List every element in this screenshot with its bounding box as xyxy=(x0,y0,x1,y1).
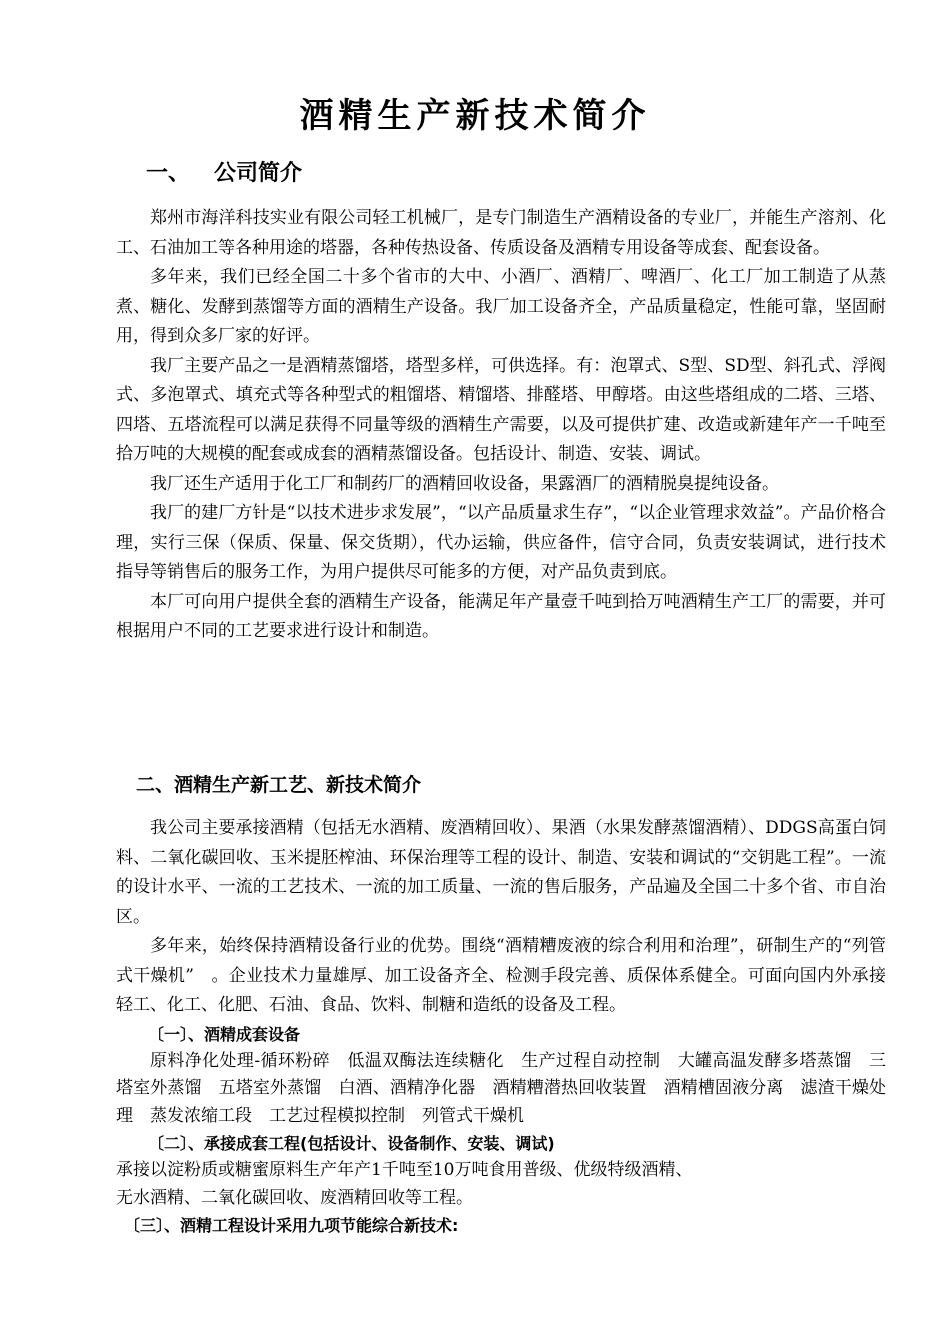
section2-body xyxy=(116,814,886,1239)
subsection2-line: 承接以淀粉质或糖蜜原料生产年产1千吨至10万吨食用普级、优级特级酒精、 xyxy=(116,1160,693,1180)
subsection2-heading: 〔二〕、承接成套工程(包括设计、设备制作、安装、调试) xyxy=(148,1134,555,1153)
section1-number: 一、 xyxy=(146,161,191,186)
section2-paragraph: 多年来，始终保持酒精设备行业的优势。围绕“酒精糟废液的综合利用和治理”，研制生产的“列管式干燥机” 。企业技术力量雄厚、加工设备齐全、检测手段完善、质保体系健全。可面向国内外承接轻工、化工、化肥、石油、食品、饮料、制糖和造纸的设备及工程。 xyxy=(116,936,886,1015)
document-title: 酒精生产新技术简介 xyxy=(299,96,651,136)
section1-paragraph: 郑州市海洋科技实业有限公司轻工机械厂，是专门制造生产酒精设备的专业厂，并能生产溶剂、化工、石油加工等各种用途的塔器，各种传热设备、传质设备及酒精专用设备等成套、配套设备。 xyxy=(116,208,886,258)
subsection1-heading: 〔一〕、酒精成套设备 xyxy=(148,1024,301,1044)
section2-heading: 二、酒精生产新工艺、新技术简介 xyxy=(136,774,422,796)
section1-paragraph: 我厂还生产适用于化工厂和制药厂的酒精回收设备，果露酒厂的酒精脱臭提纯设备。 xyxy=(150,473,779,494)
section1-paragraph: 我厂主要产品之一是酒精蒸馏塔，塔型多样，可供选择。有：泡罩式、S型、SD型、斜孔式、浮阀式、多泡罩式、填充式等各种型式的粗馏塔、精馏塔、排醛塔、甲醇塔。由这些塔组成的二塔、三塔、四塔、五塔流程可以满足获得不同量等级的酒精生产需要，以及可提供扩建、改造或新建年产一千吨至拾万吨的大规模的配套或成套的酒精蒸馏设备。包括设计、制造、安装、调试。 xyxy=(116,355,886,464)
section1-body xyxy=(116,204,886,647)
subsection1-text: 原料净化处理-循环粉碎 低温双酶法连续糖化 生产过程自动控制 大罐高温发酵多塔蒸馏 三塔室外蒸馏 五塔室外蒸馏 白酒、酒精净化器 酒精糟潜热回收装置 酒精槽固液分离 滤渣干燥处理 蒸发浓缩工段 工艺过程模拟控制 列管式干燥机 xyxy=(116,1050,886,1126)
section1-paragraph: 本厂可向用户提供全套的酒精生产设备，能满足年产量壹千吨到拾万吨酒精生产工厂的需要，并可根据用户不同的工艺要求进行设计和制造。 xyxy=(116,591,886,641)
section1-heading xyxy=(146,158,302,190)
section1-paragraph: 我厂的建厂方针是“以技术进步求发展”，“以产品质量求生存”，“以企业管理求效益”。产品价格合理，实行三保（保质、保量、保交货期），代办运输，供应备件，信守合同，负责安装调试，进行技术指导等销售后的服务工作，为用户提供尽可能多的方便，对产品负责到底。 xyxy=(116,503,886,582)
section1-heading-text: 公司简介 xyxy=(214,161,303,186)
section2-paragraph: 我公司主要承接酒精（包括无水酒精、废酒精回收）、果酒（水果发酵蒸馏酒精）、DDGS高蛋白饲料、二氧化碳回收、玉米提胚榨油、环保治理等工程的设计、制造、安装和调试的“交钥匙工程”。一流的设计水平、一流的工艺技术、一流的加工质量、一流的售后服务，产品遍及全国二十多个省、市自治区。 xyxy=(116,818,886,927)
subsection3-heading: 〔三〕、酒精工程设计采用九项节能综合新技术: xyxy=(124,1216,459,1235)
subsection2-line: 无水酒精、二氧化碳回收、废酒精回收等工程。 xyxy=(116,1187,473,1208)
section1-paragraph: 多年来，我们已经全国二十多个省市的大中、小酒厂、酒精厂、啤酒厂、化工厂加工制造了从蒸煮、糖化、发酵到蒸馏等方面的酒精生产设备。我厂加工设备齐全，产品质量稳定，性能可靠，坚固耐用，得到众多厂家的好评。 xyxy=(116,267,886,346)
